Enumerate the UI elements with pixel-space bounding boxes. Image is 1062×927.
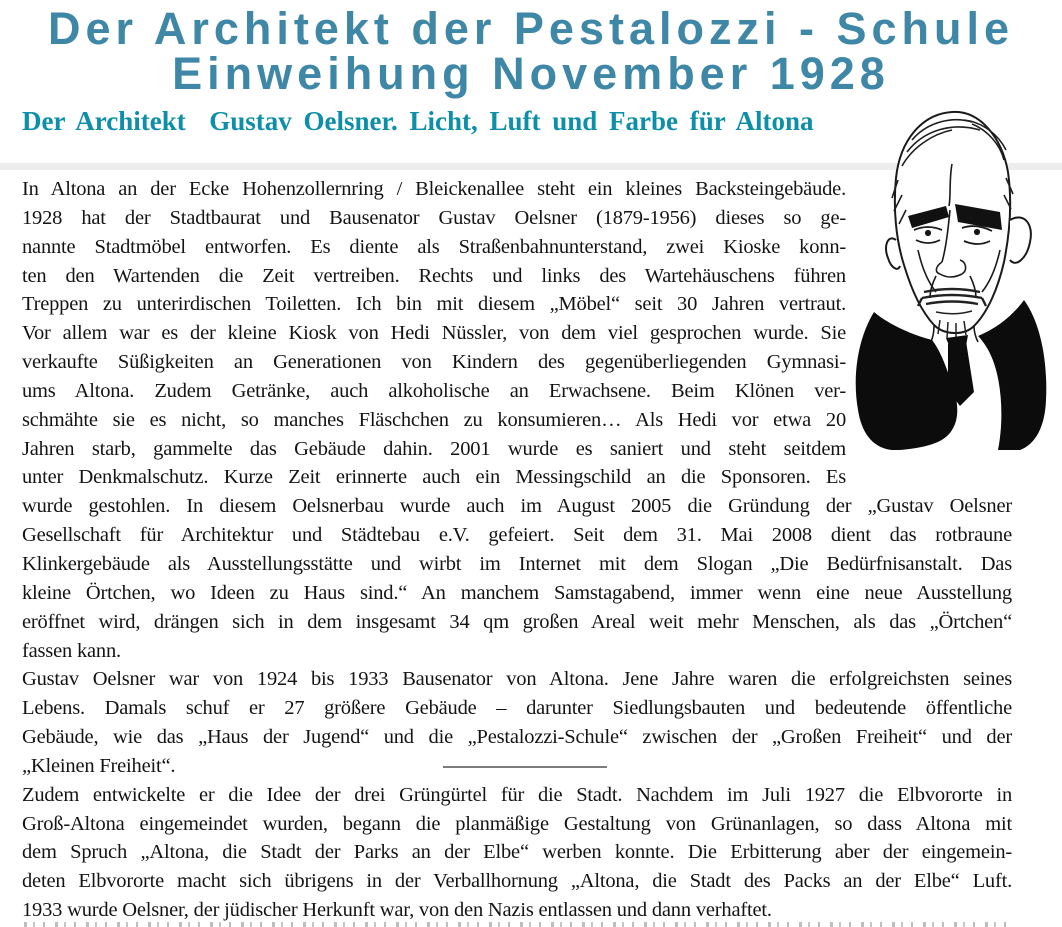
body-text-line: „Kleinen Freiheit“. xyxy=(22,754,176,777)
body-text-line: ten den Wartenden die Zeit vertreiben. Rechts und links des Wartehäuschens führen xyxy=(22,264,846,287)
body-text-line: wurde gestohlen. In diesem Oelsnerbau wurde auch im August 2005 die Gründung der „Gustav Oelsner xyxy=(22,495,1012,518)
body-text-line: 1928 hat der Stadtbaurat und Bausenator Gustav Oelsner (1879-1956) dieses so ge- xyxy=(22,206,846,229)
body-text-line: kleine Örtchen, wo Ideen zu Haus sind.“ An manchem Samstagabend, immer wenn eine neue Ausstellung xyxy=(22,581,1012,604)
body-text-line: schmähte sie es nicht, so manches Fläschchen zu konsumieren… Als Hedi vor etwa 20 xyxy=(22,408,846,431)
separator-line xyxy=(443,766,607,768)
body-text-line: Vor allem war es der kleine Kiosk von Hedi Nüssler, von dem viel gesprochen wurde. Sie xyxy=(22,322,846,345)
body-text-line: Zudem entwickelte er die Idee der drei Grüngürtel für die Stadt. Nachdem im Juli 1927 die Elbvororte in xyxy=(22,783,1012,806)
body-text-line: Groß-Altona eingemeindet wurden, begann die planmäßige Gestaltung von Grünanlagen, so dass Altona mit xyxy=(22,812,1012,835)
portrait-illustration-gustav-oelsner xyxy=(852,100,1052,450)
body-text-line: unter Denkmalschutz. Kurze Zeit erinnerte auch ein Messingschild an die Sponsoren. Es xyxy=(22,466,846,489)
page-subtitle: Der Architekt Gustav Oelsner. Licht, Luft und Farbe für Altona xyxy=(22,106,814,136)
body-text-line: ums Altona. Zudem Getränke, auch alkoholische an Erwachsene. Beim Klönen ver- xyxy=(22,379,846,402)
clipped-next-line-artifact xyxy=(24,922,1014,927)
page-title-line2: Einweihung November 1928 xyxy=(172,48,890,99)
body-text-line: Jahren starb, gammelte das Gebäude dahin. 2001 wurde es saniert und steht seitdem xyxy=(22,437,846,460)
body-text-line: fassen kann. xyxy=(22,639,121,662)
body-text-line: deten Elbvororte macht sich übrigens in der Verballhornung „Altona, die Stadt des Packs an der Elbe“ Luft. xyxy=(22,870,1012,893)
body-text-line: In Altona an der Ecke Hohenzollernring / Bleickenallee steht ein kleines Backsteingebäude. xyxy=(22,178,846,200)
body-text-line: verkaufte Süßigkeiten an Generationen von Kindern des gegenüberliegenden Gymnasi- xyxy=(22,351,846,374)
body-text-line: dem Spruch „Altona, die Stadt der Parks an der Elbe“ werben konnte. Die Erbitterung aber der eingemein- xyxy=(22,841,1012,864)
body-text-line: eröffnet wird, drängen sich in dem insgesamt 34 qm großen Areal weit mehr Menschen, als das „Örtchen“ xyxy=(22,610,1012,633)
body-text-line: Lebens. Damals schuf er 27 größere Gebäude – darunter Siedlungsbauten und bedeutende öffentliche xyxy=(22,697,1012,720)
body-text-line: Gesellschaft für Architektur und Städtebau e.V. gefeiert. Seit dem 31. Mai 2008 dient das rotbraune xyxy=(22,524,1012,547)
body-text-line: Gustav Oelsner war von 1924 bis 1933 Bausenator von Altona. Jene Jahre waren die erfolgreichsten seines xyxy=(22,668,1012,691)
body-text-line: Treppen zu unterirdischen Toiletten. Ich bin mit diesem „Möbel“ seit 30 Jahren vertraut. xyxy=(22,293,846,316)
body-text-line: nannte Stadtmöbel entworfen. Es diente als Straßenbahnunterstand, zwei Kioske konn- xyxy=(22,235,846,258)
body-text-line: Klinkergebäude als Ausstellungsstätte und wirbt im Internet mit dem Slogan „Die Bedürfnisanstalt. Das xyxy=(22,552,1012,575)
body-text-line: Gebäude, wie das „Haus der Jugend“ und die „Pestalozzi-Schule“ zwischen der „Großen Freiheit“ und der xyxy=(22,726,1012,749)
page-title-line1: Der Architekt der Pestalozzi - Schule xyxy=(47,3,1015,54)
page-title xyxy=(0,3,1062,99)
body-text-line: 1933 wurde Oelsner, der jüdischer Herkunft war, von den Nazis entlassen und dann verhaftet. xyxy=(22,899,772,922)
